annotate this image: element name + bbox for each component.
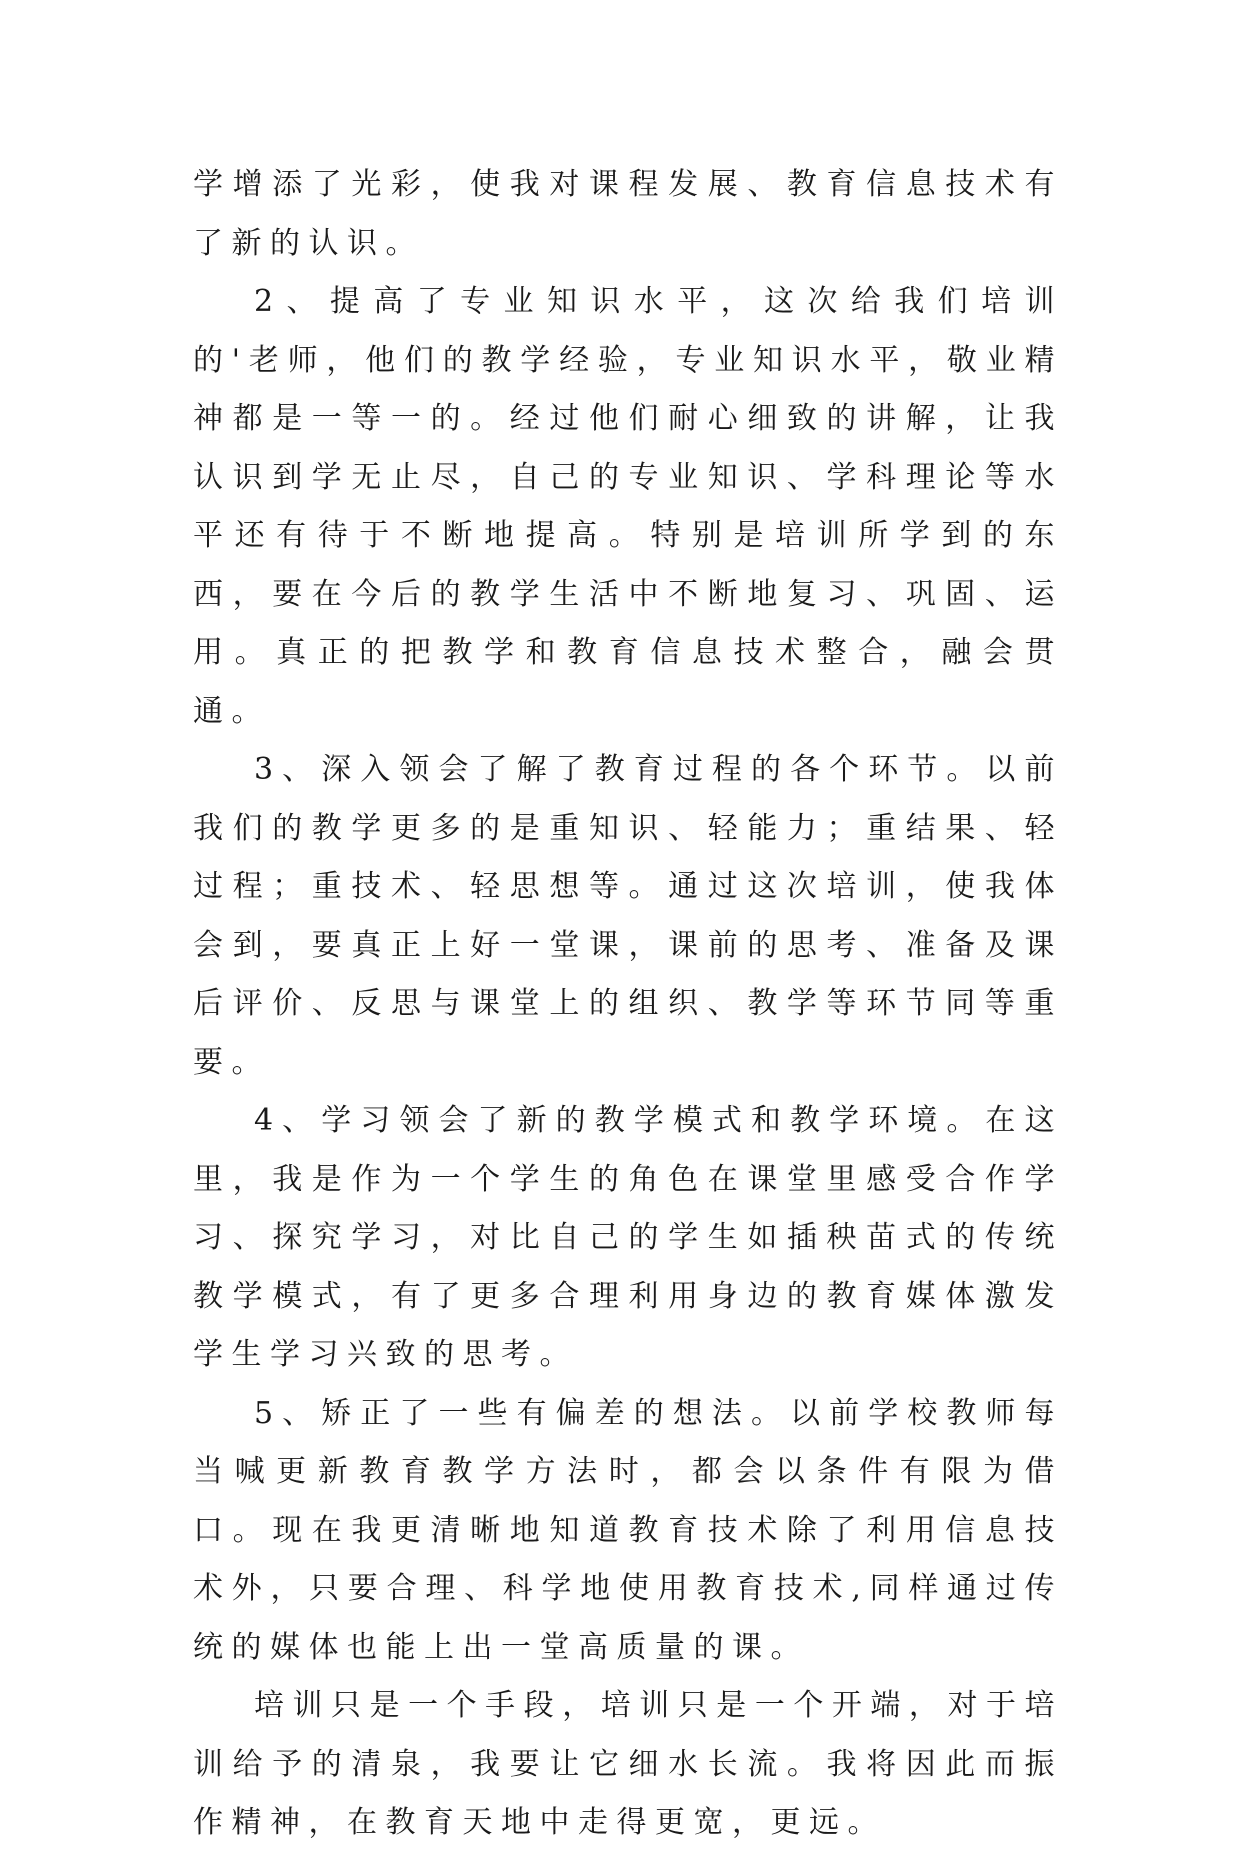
paragraph-item-2: 2、提高了专业知识水平，这次给我们培训的'老师，他们的教学经验，专业知识水平，敬业精神都是一等一的。经过他们耐心细致的讲解，让我认识到学无止尽，自己的专业知识、学科理论等水平还有待于不断地提高。特别是培训所学到的东西，要在今后的教学生活中不断地复习、巩固、运用。真正的把教学和教育信息技术整合，融会贯通。 [193,284,1063,729]
paragraph-item-3: 3、深入领会了解了教育过程的各个环节。以前我们的教学更多的是重知识、轻能力；重结果、轻过程；重技术、轻思想等。通过这次培训，使我体会到，要真正上好一堂课，课前的思考、准备及课后评价、反思与课堂上的组织、教学等环节同等重要。 [193,752,1063,1080]
paragraph-continuation: 学增添了光彩，使我对课程发展、教育信息技术有了新的认识。 [193,167,1063,261]
document-body [193,156,1063,1853]
paragraph-item-4: 4、学习领会了新的教学模式和教学环境。在这里，我是作为一个学生的角色在课堂里感受合作学习、探究学习，对比自己的学生如插秧苗式的传统教学模式，有了更多合理利用身边的教育媒体激发学生学习兴致的思考。 [193,1103,1063,1372]
paragraph-conclusion: 培训只是一个手段，培训只是一个开端，对于培训给予的清泉，我要让它细水长流。我将因此而振作精神，在教育天地中走得更宽，更远。 [193,1688,1063,1840]
paragraph-item-5: 5、矫正了一些有偏差的想法。以前学校教师每当喊更新教育教学方法时，都会以条件有限为借口。现在我更清晰地知道教育技术除了利用信息技术外，只要合理、科学地使用教育技术,同样通过传统的媒体也能上出一堂高质量的课。 [193,1395,1063,1665]
